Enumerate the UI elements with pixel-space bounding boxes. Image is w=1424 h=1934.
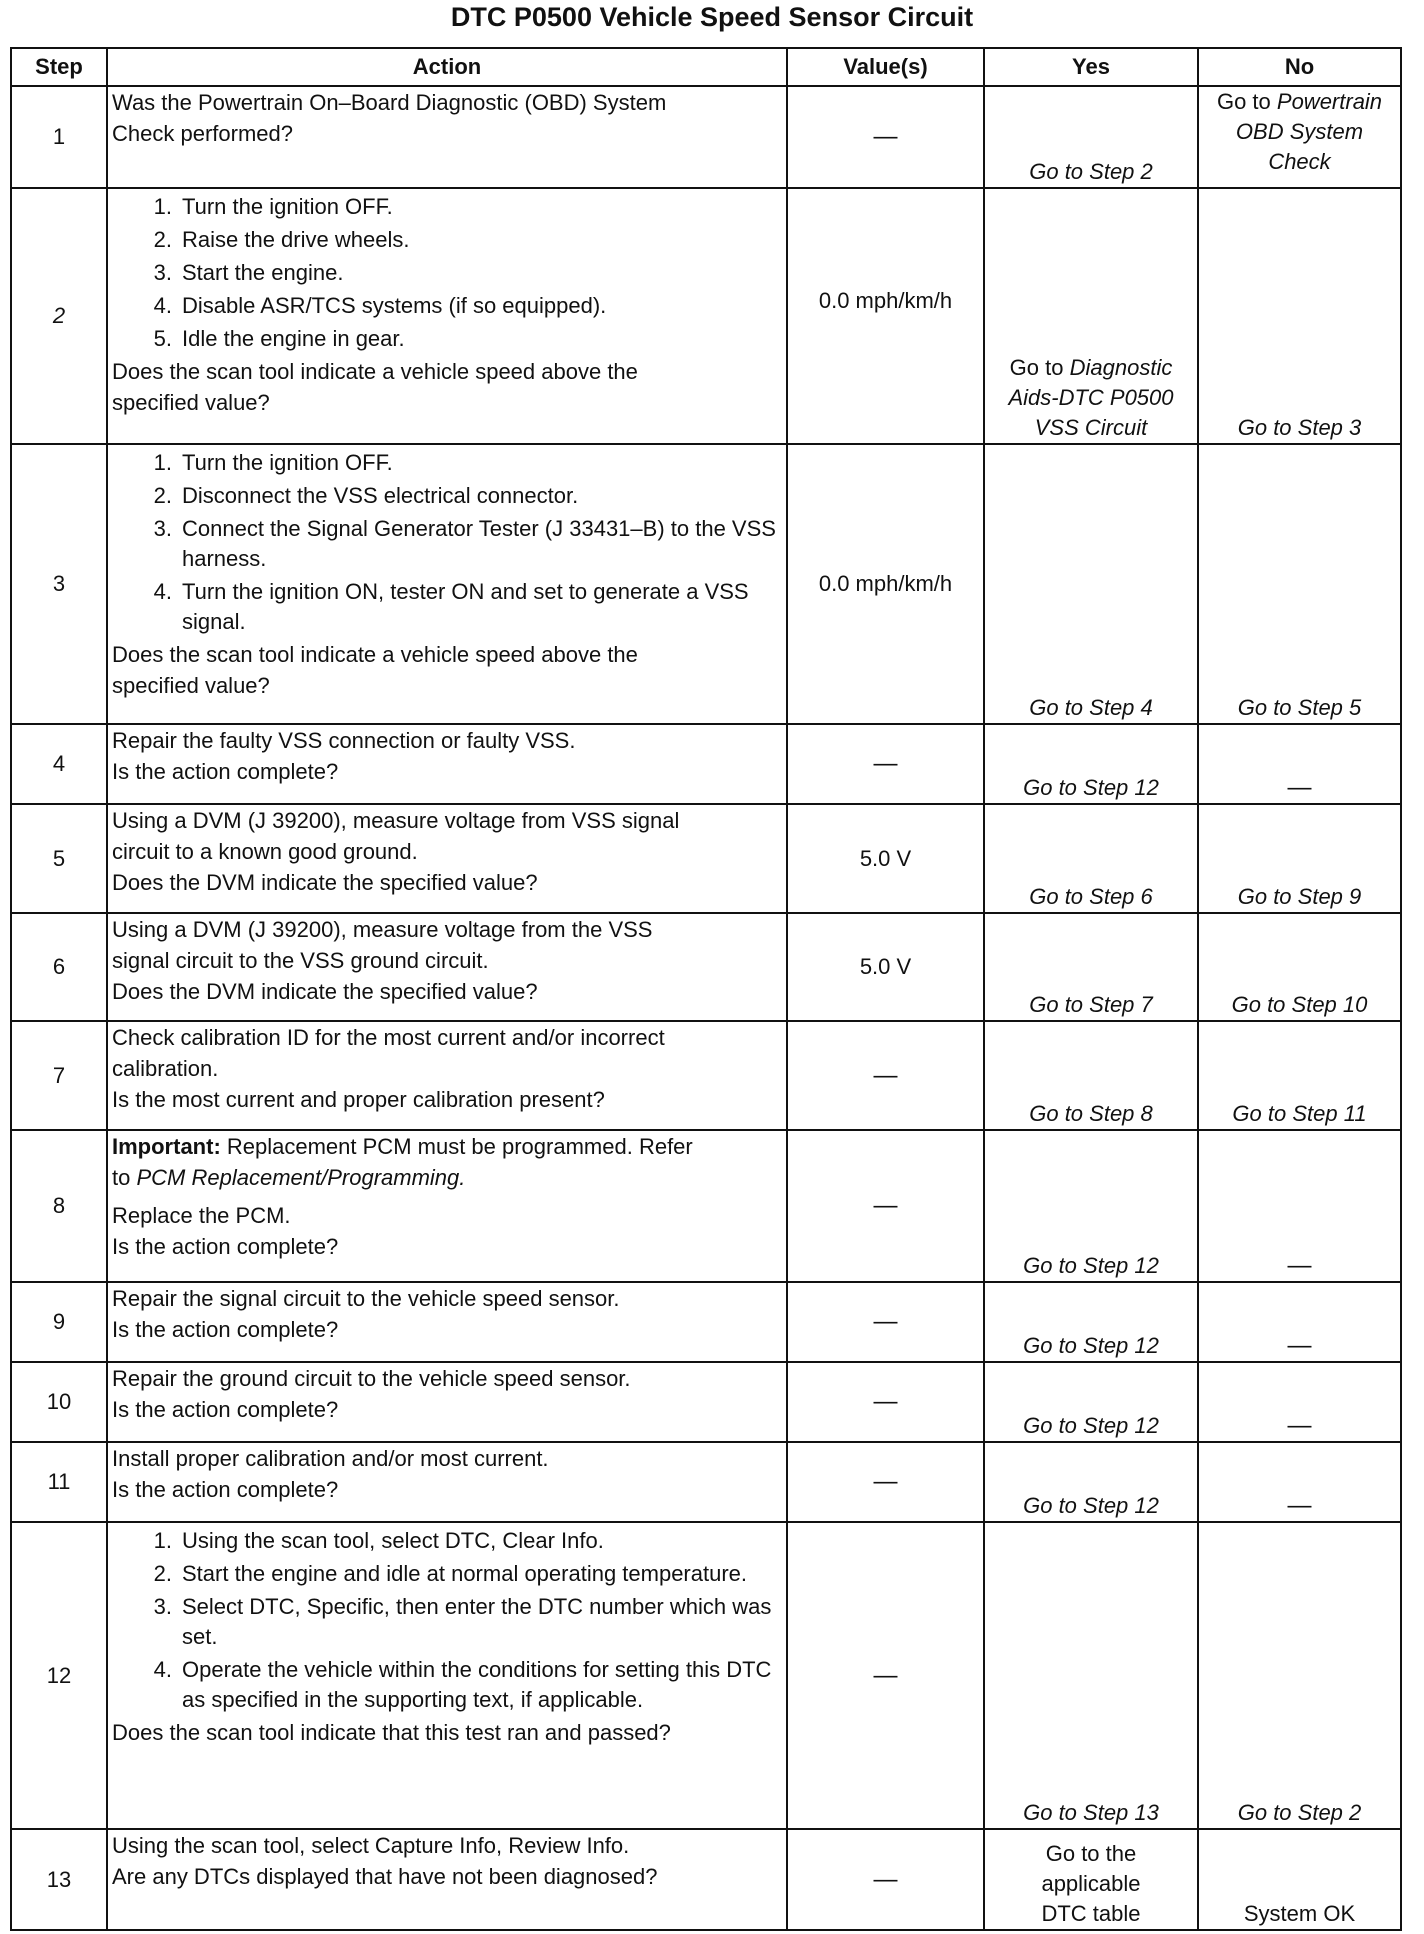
value-cell xyxy=(787,188,984,444)
no-text: — xyxy=(1287,1492,1312,1519)
yes-cell xyxy=(984,1362,1198,1442)
yes-cell xyxy=(984,1522,1198,1829)
yes-link[interactable]: Go to Step 12 xyxy=(1023,1253,1159,1278)
no-cell xyxy=(1198,188,1401,444)
table-row-step-13 xyxy=(11,1829,1401,1930)
no-cell xyxy=(1198,913,1401,1021)
value-cell xyxy=(787,1442,984,1522)
value-text: 5.0 V xyxy=(859,954,912,979)
no-text: — xyxy=(1287,774,1312,801)
no-cell xyxy=(1198,804,1401,913)
value-cell xyxy=(787,1362,984,1442)
no-cell xyxy=(1198,86,1401,188)
action-line: Is the action complete? xyxy=(112,1477,339,1502)
list-item: 3. Start the engine. xyxy=(153,260,344,285)
action-question: Does the scan tool indicate a vehicle speed above the xyxy=(112,359,638,384)
value-text: 5.0 V xyxy=(859,845,912,871)
value-cell xyxy=(787,1130,984,1282)
value-text: — xyxy=(873,1865,898,1893)
list-item: 1. Using the scan tool, select DTC, Clear Info. xyxy=(153,1528,604,1553)
no-cell xyxy=(1198,1282,1401,1362)
action-line: Repair the signal circuit to the vehicle speed sensor. xyxy=(112,1286,620,1311)
value-text: — xyxy=(873,1061,898,1089)
step-number: 11 xyxy=(11,1442,107,1522)
step-number: 13 xyxy=(11,1829,107,1930)
table-row-step-6 xyxy=(11,913,1401,1021)
action-cell xyxy=(107,804,787,913)
action-line: Is the action complete? xyxy=(112,759,339,784)
step-number: 9 xyxy=(11,1282,107,1362)
header-action: Action xyxy=(107,48,787,86)
step-number: 10 xyxy=(11,1362,107,1442)
action-line: Using a DVM (J 39200), measure voltage from VSS signal xyxy=(112,808,680,833)
list-item: 4. Turn the ignition ON, tester ON and set to generate a VSS signal. xyxy=(153,579,749,634)
value-cell xyxy=(787,913,984,1021)
page-title: DTC P0500 Vehicle Speed Sensor Circuit xyxy=(450,2,974,32)
action-question: specified value? xyxy=(112,390,270,415)
no-cell xyxy=(1198,1021,1401,1130)
value-cell xyxy=(787,1021,984,1130)
value-text: — xyxy=(873,123,898,150)
yes-cell xyxy=(984,1021,1198,1130)
action-cell xyxy=(107,86,787,188)
table-row-step-10 xyxy=(11,1362,1401,1442)
no-link[interactable]: Go to Step 9 xyxy=(1237,884,1362,909)
action-question: specified value? xyxy=(112,673,270,698)
yes-cell xyxy=(984,724,1198,804)
yes-text: VSS Circuit xyxy=(1034,415,1148,440)
yes-cell xyxy=(984,913,1198,1021)
yes-text: DTC table xyxy=(1041,1901,1141,1926)
table-row-step-7 xyxy=(11,1021,1401,1130)
yes-text: Diagnostic xyxy=(1069,355,1173,380)
no-cell xyxy=(1198,1442,1401,1522)
action-line: Is the most current and proper calibration present? xyxy=(112,1087,605,1112)
header-step: Step xyxy=(11,48,107,86)
action-cell xyxy=(107,1282,787,1362)
no-cell xyxy=(1198,444,1401,724)
yes-link[interactable]: Go to Step 4 xyxy=(1029,695,1153,720)
no-link[interactable]: Go to Step 5 xyxy=(1237,695,1362,720)
action-line: Does the DVM indicate the specified value? xyxy=(112,870,538,895)
refer-prefix: to xyxy=(112,1165,131,1190)
list-item: 2. Disconnect the VSS electrical connector. xyxy=(153,483,579,508)
yes-cell xyxy=(984,188,1198,444)
yes-link[interactable]: Go to Step 12 xyxy=(1023,1413,1159,1438)
value-text: — xyxy=(873,1661,898,1689)
value-text: — xyxy=(873,750,898,777)
action-line: Does the DVM indicate the specified value? xyxy=(112,979,538,1004)
important-label: Important: xyxy=(112,1134,221,1159)
no-cell xyxy=(1198,1130,1401,1282)
no-link[interactable] xyxy=(1199,87,1400,177)
action-line: Repair the faulty VSS connection or faulty VSS. xyxy=(112,728,576,753)
action-line: Is the action complete? xyxy=(112,1317,339,1342)
yes-cell xyxy=(984,804,1198,913)
value-cell xyxy=(787,1522,984,1829)
step-number: 2 xyxy=(11,188,107,444)
yes-link[interactable]: Go to Step 12 xyxy=(1023,775,1159,800)
yes-text: Go to the xyxy=(1045,1841,1137,1866)
action-cell xyxy=(107,1442,787,1522)
list-item: 4. Disable ASR/TCS systems (if so equipped). xyxy=(153,293,607,318)
no-text: System OK xyxy=(1243,1901,1356,1926)
yes-link[interactable]: Go to Step 12 xyxy=(1023,1333,1159,1358)
yes-cell xyxy=(984,1130,1198,1282)
table-row-step-2 xyxy=(11,188,1401,444)
action-line: Are any DTCs displayed that have not been diagnosed? xyxy=(112,1864,658,1889)
yes-cell xyxy=(984,1282,1198,1362)
list-item: 3. Connect the Signal Generator Tester (J 33431–B) to the VSS harness. xyxy=(153,516,776,571)
yes-link[interactable]: Go to Step 12 xyxy=(1023,1493,1159,1518)
yes-link[interactable] xyxy=(985,1839,1197,1929)
action-question: Does the scan tool indicate that this test ran and passed? xyxy=(112,1720,671,1745)
value-text: — xyxy=(873,1468,898,1495)
yes-cell xyxy=(984,86,1198,188)
action-cell xyxy=(107,188,787,444)
yes-cell xyxy=(984,444,1198,724)
value-cell xyxy=(787,1829,984,1930)
no-cell xyxy=(1198,1522,1401,1829)
action-cell xyxy=(107,913,787,1021)
action-line: Was the Powertrain On–Board Diagnostic (OBD) System xyxy=(112,90,667,115)
action-line: Is the action complete? xyxy=(112,1234,339,1259)
action-line: signal circuit to the VSS ground circuit. xyxy=(112,948,489,973)
list-item: 2. Start the engine and idle at normal operating temperature. xyxy=(153,1561,748,1586)
value-text: — xyxy=(873,1192,898,1219)
header-yes: Yes xyxy=(984,48,1198,86)
yes-link[interactable]: Go to Step 13 xyxy=(1023,1800,1159,1825)
table-row-step-9 xyxy=(11,1282,1401,1362)
step-number: 1 xyxy=(11,86,107,188)
list-item: 1. Turn the ignition OFF. xyxy=(153,450,393,475)
list-item: 1. Turn the ignition OFF. xyxy=(153,194,393,219)
list-item: 2. Raise the drive wheels. xyxy=(153,227,410,252)
header-no: No xyxy=(1198,48,1401,86)
refer-line xyxy=(112,1163,782,1193)
list-item: 3. Select DTC, Specific, then enter the DTC number which was set. xyxy=(153,1594,772,1649)
step-number: 12 xyxy=(11,1522,107,1829)
refer-link[interactable]: PCM Replacement/Programming. xyxy=(136,1165,466,1190)
no-cell xyxy=(1198,1362,1401,1442)
action-line: Using the scan tool, select Capture Info, Review Info. xyxy=(112,1833,630,1858)
yes-prefix: Go to xyxy=(1009,355,1064,380)
action-cell xyxy=(107,1130,787,1282)
value-text: — xyxy=(873,1388,898,1415)
table-row-step-3 xyxy=(11,444,1401,724)
value-cell xyxy=(787,724,984,804)
yes-link[interactable]: Go to Step 6 xyxy=(1029,884,1153,909)
value-cell xyxy=(787,804,984,913)
action-cell xyxy=(107,1362,787,1442)
no-text: — xyxy=(1287,1252,1312,1279)
step-number: 7 xyxy=(11,1021,107,1130)
yes-text: Aids-DTC P0500 xyxy=(1008,385,1174,410)
no-text: — xyxy=(1287,1412,1312,1439)
no-link[interactable]: Go to Step 10 xyxy=(1231,992,1368,1017)
table-row-step-1 xyxy=(11,86,1401,188)
value-text: — xyxy=(873,1308,898,1335)
value-cell xyxy=(787,1282,984,1362)
yes-text: applicable xyxy=(1041,1871,1141,1896)
action-cell xyxy=(107,1522,787,1829)
action-line: Check calibration ID for the most current and/or incorrect xyxy=(112,1025,665,1050)
action-cell xyxy=(107,724,787,804)
action-line: Install proper calibration and/or most current. xyxy=(112,1446,549,1471)
value-text: 0.0 mph/km/h xyxy=(818,288,953,313)
table-row-step-11 xyxy=(11,1442,1401,1522)
diagnostic-table xyxy=(10,47,1402,1931)
header-row xyxy=(11,48,1401,86)
no-text: Check xyxy=(1268,149,1331,174)
step-number: 4 xyxy=(11,724,107,804)
header-values: Value(s) xyxy=(787,48,984,86)
yes-link[interactable]: Go to Step 7 xyxy=(1029,992,1153,1017)
no-link[interactable]: Go to Step 2 xyxy=(1237,1800,1362,1825)
step-number: 3 xyxy=(11,444,107,724)
table-row-step-8 xyxy=(11,1130,1401,1282)
value-cell xyxy=(787,86,984,188)
yes-cell xyxy=(984,1442,1198,1522)
step-number: 8 xyxy=(11,1130,107,1282)
table-row-step-5 xyxy=(11,804,1401,913)
no-prefix: Go to xyxy=(1216,89,1271,114)
yes-cell xyxy=(984,1829,1198,1930)
important-note xyxy=(112,1132,782,1162)
table-row-step-4 xyxy=(11,724,1401,804)
action-line: Check performed? xyxy=(112,121,293,146)
important-text: Replacement PCM must be programmed. Refer xyxy=(226,1134,693,1159)
step-number: 5 xyxy=(11,804,107,913)
yes-link[interactable] xyxy=(985,353,1197,443)
no-cell xyxy=(1198,724,1401,804)
no-text: — xyxy=(1287,1332,1312,1359)
no-link[interactable]: Go to Step 3 xyxy=(1237,415,1362,440)
action-cell xyxy=(107,1021,787,1130)
list-item: 5. Idle the engine in gear. xyxy=(153,326,405,351)
table-row-step-12 xyxy=(11,1522,1401,1829)
yes-link[interactable]: Go to Step 8 xyxy=(1029,1101,1153,1126)
action-line: Using a DVM (J 39200), measure voltage from the VSS xyxy=(112,917,653,942)
no-link[interactable]: Go to Step 11 xyxy=(1232,1101,1367,1126)
action-line: Repair the ground circuit to the vehicle speed sensor. xyxy=(112,1366,631,1391)
value-cell xyxy=(787,444,984,724)
action-line: Is the action complete? xyxy=(112,1397,339,1422)
no-text: OBD System xyxy=(1235,119,1364,144)
action-line: circuit to a known good ground. xyxy=(112,839,418,864)
action-cell xyxy=(107,444,787,724)
action-line: calibration. xyxy=(112,1056,219,1081)
list-item: 4. Operate the vehicle within the conditions for setting this DTC as specified in the supporting text, if applicable. xyxy=(153,1657,772,1712)
value-text: 0.0 mph/km/h xyxy=(818,571,953,596)
no-cell xyxy=(1198,1829,1401,1930)
action-question: Does the scan tool indicate a vehicle speed above the xyxy=(112,642,638,667)
step-number: 6 xyxy=(11,913,107,1021)
no-text: Powertrain xyxy=(1276,89,1383,114)
action-cell xyxy=(107,1829,787,1930)
yes-link[interactable]: Go to Step 2 xyxy=(1029,159,1153,184)
action-line: Replace the PCM. xyxy=(112,1203,291,1228)
